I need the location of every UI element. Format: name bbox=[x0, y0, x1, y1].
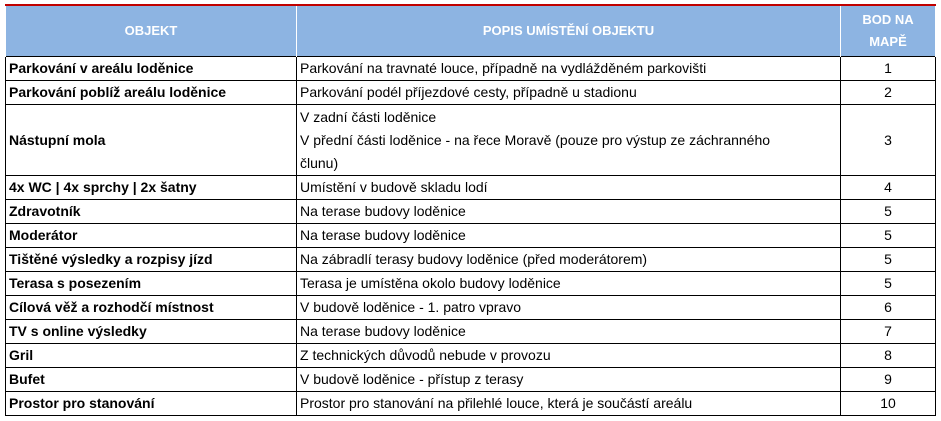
location-table-wrapper bbox=[5, 4, 936, 416]
object-cell: Gril bbox=[6, 344, 297, 368]
object-cell: Tištěné výsledky a rozpisy jízd bbox=[6, 248, 297, 272]
map-point-cell: 5 bbox=[841, 200, 936, 224]
description-cell bbox=[297, 81, 841, 105]
description-cell bbox=[297, 200, 841, 224]
object-cell: 4x WC | 4x sprchy | 2x šatny bbox=[6, 176, 297, 200]
map-point-cell: 1 bbox=[841, 57, 936, 81]
table-row bbox=[6, 176, 936, 200]
table-row bbox=[6, 81, 936, 105]
table-row bbox=[6, 200, 936, 224]
description-line: Parkování podél příjezdové cesty, případně u stadionu bbox=[300, 84, 637, 100]
description-cell bbox=[297, 344, 841, 368]
map-point-cell: 4 bbox=[841, 176, 936, 200]
table-row bbox=[6, 320, 936, 344]
header-map-point-line2: MAPĚ bbox=[869, 34, 907, 49]
map-point-cell: 8 bbox=[841, 344, 936, 368]
description-line: Na terase budovy loděnice bbox=[300, 323, 466, 339]
object-cell: TV s online výsledky bbox=[6, 320, 297, 344]
location-table bbox=[5, 4, 936, 416]
map-point-cell: 7 bbox=[841, 320, 936, 344]
object-cell: Bufet bbox=[6, 368, 297, 392]
table-row bbox=[6, 392, 936, 416]
description-cell bbox=[297, 57, 841, 81]
header-map-point bbox=[841, 5, 936, 57]
table-row bbox=[6, 57, 936, 81]
description-line: V budově loděnice - přístup z terasy bbox=[300, 371, 524, 387]
map-point-cell: 2 bbox=[841, 81, 936, 105]
map-point-cell: 10 bbox=[841, 392, 936, 416]
header-row bbox=[6, 5, 936, 57]
map-point-cell: 5 bbox=[841, 248, 936, 272]
map-point-cell: 3 bbox=[841, 105, 936, 176]
description-line: Terasa je umístěna okolo budovy loděnice bbox=[300, 275, 561, 291]
table-row bbox=[6, 105, 936, 176]
description-line: Na zábradlí terasy budovy loděnice (před moderátorem) bbox=[300, 251, 648, 267]
description-line: Umístění v budově skladu lodí bbox=[300, 179, 488, 195]
table-body bbox=[6, 57, 936, 416]
object-cell: Cílová věž a rozhodčí místnost bbox=[6, 296, 297, 320]
header-object: OBJEKT bbox=[6, 5, 297, 57]
table-row bbox=[6, 344, 936, 368]
table-row bbox=[6, 224, 936, 248]
object-cell: Parkování v areálu loděnice bbox=[6, 57, 297, 81]
object-cell: Terasa s posezením bbox=[6, 272, 297, 296]
description-line: V přední části loděnice - na řece Moravě (pouze pro výstup ze záchranného bbox=[300, 131, 771, 148]
description-line: Na terase budovy loděnice bbox=[300, 203, 466, 219]
map-point-cell: 5 bbox=[841, 224, 936, 248]
description-line: Prostor pro stanování na přilehlé louce, která je součástí areálu bbox=[300, 395, 693, 411]
object-cell: Nástupní mola bbox=[6, 105, 297, 176]
object-cell: Zdravotník bbox=[6, 200, 297, 224]
table-row bbox=[6, 296, 936, 320]
map-point-cell: 9 bbox=[841, 368, 936, 392]
header-description: POPIS UMÍSTĚNÍ OBJEKTU bbox=[297, 5, 841, 57]
description-cell bbox=[297, 296, 841, 320]
description-line: Na terase budovy loděnice bbox=[300, 227, 466, 243]
description-cell bbox=[297, 224, 841, 248]
description-cell bbox=[297, 392, 841, 416]
description-cell bbox=[297, 320, 841, 344]
object-cell: Parkování poblíž areálu loděnice bbox=[6, 81, 297, 105]
object-cell: Prostor pro stanování bbox=[6, 392, 297, 416]
table-row bbox=[6, 368, 936, 392]
table-row bbox=[6, 272, 936, 296]
header-map-point-line1: BOD NA bbox=[862, 12, 914, 27]
description-cell bbox=[297, 272, 841, 296]
description-cell bbox=[297, 176, 841, 200]
description-cell bbox=[297, 248, 841, 272]
table-row bbox=[6, 248, 936, 272]
description-line: člunu) bbox=[300, 154, 339, 171]
description-cell bbox=[297, 105, 841, 176]
description-line: Parkování na travnaté louce, případně na vydlážděném parkovišti bbox=[300, 60, 707, 76]
description-line: V zadní části loděnice bbox=[300, 108, 437, 125]
map-point-cell: 5 bbox=[841, 272, 936, 296]
description-line: V budově loděnice - 1. patro vpravo bbox=[300, 299, 522, 315]
description-cell bbox=[297, 368, 841, 392]
map-point-cell: 6 bbox=[841, 296, 936, 320]
description-line: Z technických důvodů nebude v provozu bbox=[300, 347, 551, 363]
object-cell: Moderátor bbox=[6, 224, 297, 248]
